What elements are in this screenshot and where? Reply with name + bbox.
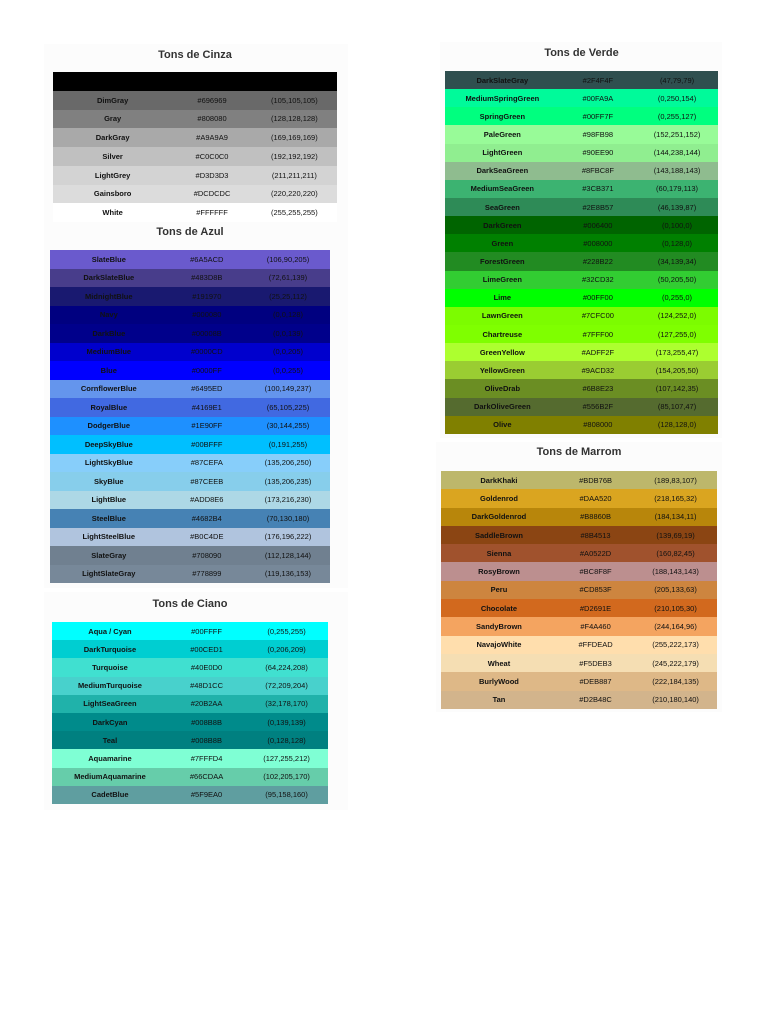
color-row bbox=[445, 198, 718, 216]
color-rgb: (0,100,0) bbox=[662, 220, 693, 230]
color-hex: #8B4513 bbox=[580, 530, 611, 540]
color-rgb: (173,255,47) bbox=[655, 347, 699, 357]
color-name: Sienna bbox=[486, 548, 512, 558]
color-row bbox=[52, 786, 328, 804]
color-hex: #B0C4DE bbox=[190, 532, 224, 542]
color-name: CornflowerBlue bbox=[80, 384, 137, 394]
color-row bbox=[445, 271, 718, 289]
color-rgb: (128,128,0) bbox=[657, 420, 697, 430]
color-hex: #00CED1 bbox=[190, 644, 223, 654]
color-name: LightSteelBlue bbox=[82, 532, 136, 542]
color-rgb: (205,133,63) bbox=[654, 585, 697, 595]
color-name: Black bbox=[102, 76, 123, 86]
color-rgb: (30,144,255) bbox=[266, 421, 310, 431]
color-row bbox=[441, 654, 717, 672]
color-name: SeaGreen bbox=[484, 202, 520, 212]
color-row bbox=[445, 89, 718, 107]
color-row bbox=[52, 768, 328, 786]
color-hex: #00FF00 bbox=[582, 293, 613, 303]
color-hex: #90EE90 bbox=[582, 148, 614, 158]
color-rgb: (135,206,250) bbox=[264, 458, 312, 468]
color-hex: #32CD32 bbox=[582, 275, 614, 285]
section-title-azul: Tons de Azul bbox=[156, 226, 224, 238]
color-row bbox=[441, 672, 717, 690]
color-name: NavajoWhite bbox=[476, 640, 522, 650]
color-rgb: (0,128,128) bbox=[267, 735, 306, 745]
color-row bbox=[50, 380, 330, 399]
color-row bbox=[50, 398, 330, 417]
color-row bbox=[445, 379, 718, 397]
color-name: PaleGreen bbox=[483, 129, 521, 139]
color-hex: #1E90FF bbox=[191, 421, 223, 431]
color-name: MediumTurquoise bbox=[77, 681, 142, 691]
color-row bbox=[445, 162, 718, 180]
color-row bbox=[441, 508, 717, 526]
color-name: DeepSkyBlue bbox=[84, 439, 133, 449]
color-name: LightSlateGray bbox=[82, 569, 136, 579]
color-row bbox=[50, 343, 330, 362]
color-name: Goldenrod bbox=[479, 493, 518, 503]
color-hex: #708090 bbox=[192, 550, 222, 560]
color-row bbox=[445, 252, 718, 270]
color-name: DarkGoldenrod bbox=[471, 512, 527, 522]
color-rgb: (34,139,34) bbox=[657, 256, 697, 266]
color-name: MediumAquamarine bbox=[74, 772, 146, 782]
color-hex: #696969 bbox=[197, 95, 227, 105]
color-rgb: (0,255,127) bbox=[657, 111, 697, 121]
color-name: White bbox=[102, 208, 123, 218]
color-name: DarkOliveGreen bbox=[473, 402, 531, 412]
color-rgb: (85,107,47) bbox=[657, 402, 697, 412]
color-rgb: (211,211,211) bbox=[271, 170, 317, 180]
color-hex: #6495ED bbox=[191, 384, 223, 394]
color-row bbox=[50, 435, 330, 454]
color-row bbox=[50, 269, 330, 288]
color-name: SlateGray bbox=[91, 550, 127, 560]
color-row bbox=[445, 416, 718, 434]
color-row bbox=[53, 203, 337, 222]
color-rgb: (255,222,173) bbox=[652, 640, 699, 650]
section-title-ciano: Tons de Ciano bbox=[152, 598, 228, 610]
color-hex: #D3D3D3 bbox=[195, 170, 229, 180]
color-name: GreenYellow bbox=[479, 347, 525, 357]
color-rgb: (72,61,139) bbox=[268, 273, 308, 283]
color-row bbox=[445, 107, 718, 125]
section-title-cinza: Tons de Cinza bbox=[158, 49, 232, 61]
color-hex: #008B8B bbox=[191, 717, 222, 727]
color-rgb: (176,196,222) bbox=[264, 532, 312, 542]
color-name: LightBlue bbox=[91, 495, 127, 505]
color-row bbox=[441, 581, 717, 599]
color-name: Teal bbox=[102, 735, 118, 745]
color-name: MediumSeaGreen bbox=[470, 184, 534, 194]
color-row bbox=[52, 622, 328, 640]
color-hex: #7FFF00 bbox=[582, 329, 614, 339]
color-row bbox=[441, 599, 717, 617]
color-rgb: (245,222,179) bbox=[652, 658, 699, 668]
color-name: Lime bbox=[493, 293, 512, 303]
color-rgb: (95,158,160) bbox=[265, 790, 308, 800]
color-table-cinza bbox=[53, 72, 337, 222]
color-hex: #00BFFF bbox=[191, 439, 223, 449]
color-rgb: (0,0,0) bbox=[283, 76, 306, 86]
color-rgb: (169,169,169) bbox=[271, 133, 318, 143]
color-rgb: (210,105,30) bbox=[654, 603, 697, 613]
color-hex: #191970 bbox=[192, 291, 222, 301]
color-hex: #0000FF bbox=[191, 365, 222, 375]
color-hex: #00FFFF bbox=[191, 626, 222, 636]
color-rgb: (107,142,35) bbox=[655, 383, 699, 393]
color-hex: #DEB887 bbox=[579, 676, 612, 686]
color-hex: #DAA520 bbox=[579, 493, 612, 503]
color-rgb: (144,238,144) bbox=[653, 148, 701, 158]
color-hex: #8FBC8F bbox=[581, 166, 614, 176]
color-row bbox=[53, 91, 337, 110]
color-hex: #0000CD bbox=[190, 347, 223, 357]
color-hex: #778899 bbox=[192, 569, 222, 579]
color-rgb: (124,252,0) bbox=[657, 311, 697, 321]
color-hex: #FFFFFF bbox=[196, 208, 228, 218]
color-name: DodgerBlue bbox=[87, 421, 131, 431]
color-name: MidnightBlue bbox=[85, 291, 133, 301]
color-row bbox=[441, 489, 717, 507]
color-hex: #BDB76B bbox=[579, 475, 612, 485]
color-row bbox=[50, 361, 330, 380]
color-hex: #7CFC00 bbox=[581, 311, 614, 321]
color-name: LightGreen bbox=[482, 148, 523, 158]
color-rgb: (0,128,0) bbox=[662, 238, 693, 248]
color-name: SandyBrown bbox=[476, 622, 522, 632]
color-row bbox=[53, 128, 337, 147]
color-hex: #4169E1 bbox=[191, 402, 222, 412]
color-hex: #556B2F bbox=[582, 402, 614, 412]
color-rgb: (160,82,45) bbox=[656, 548, 695, 558]
color-hex: #98FB98 bbox=[582, 129, 614, 139]
color-rgb: (0,0,255) bbox=[272, 365, 303, 375]
color-row bbox=[50, 250, 330, 269]
color-rgb: (105,105,105) bbox=[271, 95, 318, 105]
color-name: LawnGreen bbox=[481, 311, 523, 321]
color-rgb: (0,206,209) bbox=[267, 644, 306, 654]
color-hex: #2E8B57 bbox=[582, 202, 614, 212]
color-row bbox=[445, 125, 718, 143]
color-name: SlateBlue bbox=[91, 254, 126, 264]
color-rgb: (192,192,192) bbox=[271, 151, 318, 161]
color-rgb: (70,130,180) bbox=[266, 513, 310, 523]
color-row bbox=[53, 166, 337, 185]
color-rgb: (102,205,170) bbox=[263, 772, 310, 782]
color-hex: #A9A9A9 bbox=[196, 133, 228, 143]
color-hex: #BC8F8F bbox=[579, 567, 612, 577]
color-row bbox=[50, 491, 330, 510]
color-row bbox=[52, 749, 328, 767]
color-name: DarkKhaki bbox=[480, 475, 518, 485]
color-rgb: (152,251,152) bbox=[653, 129, 701, 139]
color-row bbox=[445, 144, 718, 162]
color-row bbox=[52, 658, 328, 676]
color-rgb: (255,255,255) bbox=[271, 208, 318, 218]
color-rgb: (127,255,212) bbox=[263, 753, 310, 763]
color-hex: #ADD8E6 bbox=[190, 495, 224, 505]
color-rgb: (72,209,204) bbox=[265, 681, 308, 691]
color-row bbox=[445, 343, 718, 361]
color-name: LightSkyBlue bbox=[84, 458, 133, 468]
color-rgb: (119,136,153) bbox=[264, 569, 312, 579]
color-hex: #00008B bbox=[191, 328, 222, 338]
color-row bbox=[52, 731, 328, 749]
color-row bbox=[50, 565, 330, 584]
color-row bbox=[50, 472, 330, 491]
color-table-verde bbox=[445, 71, 718, 434]
color-row bbox=[441, 471, 717, 489]
color-row bbox=[52, 713, 328, 731]
color-rgb: (65,105,225) bbox=[266, 402, 310, 412]
color-row bbox=[53, 72, 337, 91]
color-rgb: (0,191,255) bbox=[268, 439, 308, 449]
color-name: DarkGray bbox=[95, 133, 130, 143]
color-name: Chartreuse bbox=[482, 329, 523, 339]
color-rgb: (25,25,112) bbox=[269, 291, 307, 301]
color-rgb: (135,206,235) bbox=[264, 476, 312, 486]
color-rgb: (154,205,50) bbox=[655, 365, 699, 375]
color-name: DarkBlue bbox=[92, 328, 126, 338]
color-rgb: (0,139,139) bbox=[267, 717, 306, 727]
color-rgb: (0,255,255) bbox=[267, 626, 306, 636]
color-name: DarkSeaGreen bbox=[476, 166, 529, 176]
color-name: DarkSlateGray bbox=[476, 75, 529, 85]
color-hex: #D2B48C bbox=[579, 695, 612, 705]
color-name: LightGrey bbox=[94, 170, 131, 180]
color-name: Wheat bbox=[487, 658, 511, 668]
color-name: LightSeaGreen bbox=[83, 699, 137, 709]
color-row bbox=[445, 216, 718, 234]
color-hex: #5F9EA0 bbox=[190, 790, 223, 800]
color-name: ForestGreen bbox=[480, 256, 525, 266]
color-name: Blue bbox=[100, 365, 117, 375]
color-name: Aquamarine bbox=[88, 753, 132, 763]
color-hex: #808000 bbox=[583, 420, 613, 430]
color-rgb: (220,220,220) bbox=[271, 189, 318, 199]
color-name: Navy bbox=[99, 310, 118, 320]
color-rgb: (60,179,113) bbox=[656, 184, 699, 194]
color-row bbox=[445, 180, 718, 198]
color-name: OliveDrab bbox=[484, 383, 521, 393]
color-hex: #4682B4 bbox=[191, 513, 222, 523]
color-row bbox=[52, 677, 328, 695]
color-name: Aqua / Cyan bbox=[88, 626, 132, 636]
color-hex: #20B2AA bbox=[190, 699, 223, 709]
color-hex: #3CB371 bbox=[582, 184, 614, 194]
color-rgb: (0,250,154) bbox=[657, 93, 697, 103]
color-row bbox=[50, 324, 330, 343]
color-name: SteelBlue bbox=[91, 513, 126, 523]
color-rgb: (0,0,139) bbox=[272, 328, 303, 338]
color-rgb: (218,165,32) bbox=[654, 493, 697, 503]
color-rgb: (128,128,128) bbox=[271, 114, 318, 124]
color-name: RoyalBlue bbox=[90, 402, 128, 412]
color-name: SpringGreen bbox=[479, 111, 526, 121]
color-hex: #228B22 bbox=[582, 256, 613, 266]
color-hex: #008B8B bbox=[191, 735, 222, 745]
color-rgb: (244,164,96) bbox=[654, 622, 697, 632]
color-row bbox=[441, 562, 717, 580]
color-name: Chocolate bbox=[480, 603, 518, 613]
color-row bbox=[445, 325, 718, 343]
color-name: DarkTurquoise bbox=[83, 644, 137, 654]
color-row bbox=[445, 234, 718, 252]
color-hex: #48D1CC bbox=[190, 681, 223, 691]
color-name: DarkCyan bbox=[92, 717, 128, 727]
color-name: Turquoise bbox=[92, 662, 128, 672]
color-name: DarkGreen bbox=[483, 220, 522, 230]
color-row bbox=[53, 147, 337, 166]
color-rgb: (139,69,19) bbox=[656, 530, 695, 540]
color-hex: #87CEEB bbox=[190, 476, 224, 486]
color-name: Gray bbox=[104, 114, 122, 124]
color-rgb: (100,149,237) bbox=[264, 384, 312, 394]
color-hex: #9ACD32 bbox=[581, 365, 615, 375]
color-row bbox=[50, 417, 330, 436]
color-hex: #D2691E bbox=[579, 603, 612, 613]
color-row bbox=[53, 185, 337, 204]
color-table-ciano bbox=[52, 622, 328, 804]
color-rgb: (64,224,208) bbox=[265, 662, 308, 672]
color-hex: #000000 bbox=[197, 76, 227, 86]
color-row bbox=[445, 289, 718, 307]
color-hex: #808080 bbox=[197, 114, 227, 124]
color-name: LimeGreen bbox=[482, 275, 522, 285]
color-rgb: (189,83,107) bbox=[654, 475, 697, 485]
color-name: MediumSpringGreen bbox=[465, 93, 540, 103]
color-name: SaddleBrown bbox=[474, 530, 523, 540]
color-table-azul bbox=[50, 250, 330, 583]
color-name: RosyBrown bbox=[478, 567, 520, 577]
color-rgb: (0,0,128) bbox=[272, 310, 303, 320]
color-name: Gainsboro bbox=[93, 189, 132, 199]
color-hex: #F4A460 bbox=[580, 622, 611, 632]
color-name: Silver bbox=[102, 151, 123, 161]
section-title-verde: Tons de Verde bbox=[544, 47, 619, 59]
color-row bbox=[445, 361, 718, 379]
section-title-marrom: Tons de Marrom bbox=[536, 446, 622, 458]
color-row bbox=[50, 546, 330, 565]
color-row bbox=[441, 544, 717, 562]
color-row bbox=[441, 617, 717, 635]
color-rgb: (106,90,205) bbox=[266, 254, 310, 264]
color-rgb: (46,139,87) bbox=[657, 202, 697, 212]
color-hex: #87CEFA bbox=[190, 458, 223, 468]
color-hex: #7FFFD4 bbox=[190, 753, 223, 763]
color-rgb: (47,79,79) bbox=[659, 75, 695, 85]
color-hex: #DCDCDC bbox=[193, 189, 231, 199]
color-rgb: (32,178,170) bbox=[265, 699, 308, 709]
color-hex: #2F4F4F bbox=[582, 75, 614, 85]
color-name: DimGray bbox=[97, 95, 129, 105]
color-hex: #A0522D bbox=[579, 548, 612, 558]
color-row bbox=[445, 71, 718, 89]
color-rgb: (184,134,11) bbox=[654, 512, 697, 522]
color-hex: #B8860B bbox=[580, 512, 611, 522]
color-hex: #FFDEAD bbox=[578, 640, 613, 650]
color-hex: #6A5ACD bbox=[190, 254, 224, 264]
color-name: CadetBlue bbox=[91, 790, 129, 800]
color-rgb: (0,255,0) bbox=[662, 293, 693, 303]
color-rgb: (173,216,230) bbox=[264, 495, 312, 505]
color-hex: #40E0D0 bbox=[190, 662, 223, 672]
color-hex: #483D8B bbox=[191, 273, 223, 283]
color-hex: #00FA9A bbox=[582, 93, 614, 103]
color-name: Olive bbox=[493, 420, 512, 430]
color-rgb: (210,180,140) bbox=[652, 695, 699, 705]
color-hex: #66CDAA bbox=[189, 772, 224, 782]
color-row bbox=[445, 398, 718, 416]
color-rgb: (127,255,0) bbox=[657, 329, 697, 339]
color-name: SkyBlue bbox=[93, 476, 124, 486]
color-rgb: (112,128,144) bbox=[264, 550, 312, 560]
color-row bbox=[445, 307, 718, 325]
color-row bbox=[50, 509, 330, 528]
color-rgb: (222,184,135) bbox=[652, 676, 699, 686]
color-row bbox=[52, 695, 328, 713]
color-hex: #C0C0C0 bbox=[195, 151, 229, 161]
color-hex: #6B8E23 bbox=[582, 383, 614, 393]
color-hex: #006400 bbox=[583, 220, 613, 230]
color-name: BurlyWood bbox=[479, 676, 519, 686]
color-row bbox=[50, 528, 330, 547]
color-row bbox=[441, 636, 717, 654]
color-row bbox=[50, 306, 330, 325]
color-hex: #00FF7F bbox=[582, 111, 614, 121]
color-table-marrom bbox=[441, 471, 717, 709]
color-hex: #CD853F bbox=[579, 585, 612, 595]
color-row bbox=[50, 287, 330, 306]
color-rgb: (143,188,143) bbox=[653, 166, 701, 176]
color-row bbox=[53, 110, 337, 129]
color-hex: #ADFF2F bbox=[581, 347, 615, 357]
color-row bbox=[441, 526, 717, 544]
color-name: Tan bbox=[492, 695, 506, 705]
color-hex: #000080 bbox=[192, 310, 222, 320]
color-name: YellowGreen bbox=[479, 365, 525, 375]
color-row bbox=[50, 454, 330, 473]
color-row bbox=[441, 691, 717, 709]
color-name: DarkSlateBlue bbox=[83, 273, 135, 283]
color-hex: #008000 bbox=[583, 238, 613, 248]
color-name: Peru bbox=[490, 585, 508, 595]
color-rgb: (50,205,50) bbox=[657, 275, 697, 285]
color-rgb: (188,143,143) bbox=[652, 567, 699, 577]
color-row bbox=[52, 640, 328, 658]
color-hex: #F5DEB3 bbox=[579, 658, 612, 668]
color-name: MediumBlue bbox=[86, 347, 132, 357]
color-rgb: (0,0,205) bbox=[272, 347, 303, 357]
color-name: Green bbox=[491, 238, 514, 248]
